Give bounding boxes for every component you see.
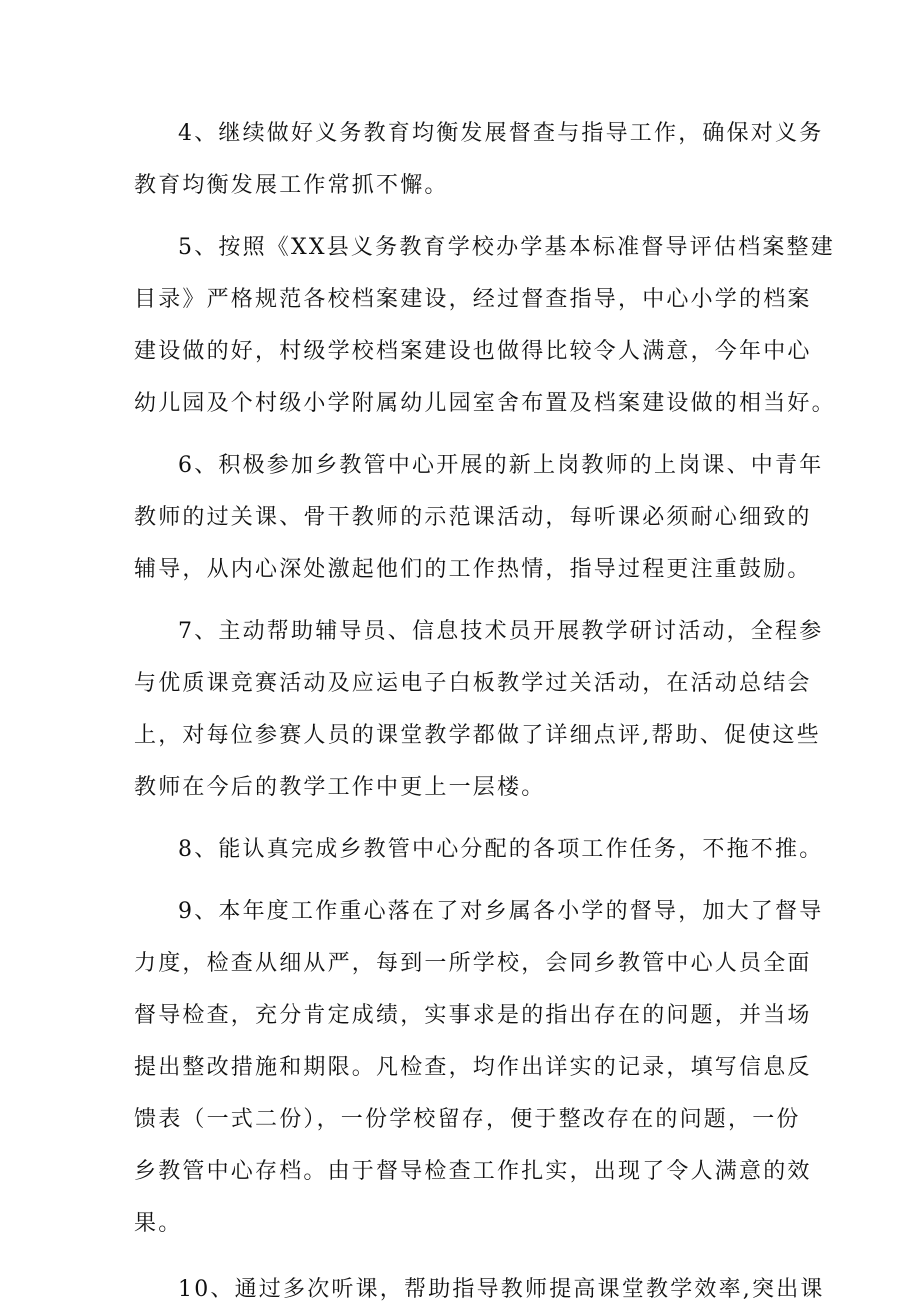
paragraph-10 — [134, 1264, 825, 1316]
paragraph-line: 7、主动帮助辅导员、信息技术员开展教学研讨活动，全程参 — [178, 619, 824, 644]
paragraph-line: 6、积极参加乡教管中心开展的新上岗教师的上岗课、中青年 — [178, 453, 824, 478]
paragraph-line: 9、本年度工作重心落在了对乡属各小学的督导，加大了督导 — [178, 899, 824, 924]
paragraph-line: 目录》严格规范各校档案建设，经过督查指导，中心小学的档案 — [134, 287, 812, 312]
paragraph-line: 督导检查，充分肯定成绩，实事求是的指出存在的问题，并当场 — [134, 1003, 812, 1028]
paragraph-line: 8、能认真完成乡教管中心分配的各项工作任务，不拖不推。 — [178, 837, 824, 862]
document-body — [134, 108, 836, 1316]
paragraph-line: 果。 — [134, 1211, 183, 1236]
paragraph-line: 教育均衡发展工作常抓不懈。 — [134, 173, 449, 198]
paragraph-line: 与优质课竞赛活动及应运电子白板教学过关活动，在活动总结会 — [134, 671, 812, 696]
paragraph-line: 力度，检查从细从严，每到一所学校，会同乡教管中心人员全面 — [134, 951, 812, 976]
paragraph-line: 辅导，从内心深处激起他们的工作热情，指导过程更注重鼓励。 — [134, 557, 812, 582]
paragraph-line: 乡教管中心存档。由于督导检查工作扎实，出现了令人满意的效 — [134, 1159, 812, 1184]
paragraph-7 — [134, 606, 824, 814]
paragraph-9 — [134, 886, 824, 1250]
paragraph-line: 提出整改措施和期限。凡检查，均作出详实的记录，填写信息反 — [134, 1055, 812, 1080]
paragraph-line: 上，对每位参赛人员的课堂教学都做了详细点评,帮助、促使这些 — [134, 723, 821, 748]
paragraph-5 — [134, 222, 836, 430]
paragraph-4 — [134, 108, 824, 212]
paragraph-line: 教师在今后的教学工作中更上一层楼。 — [134, 775, 546, 800]
paragraph-line: 建设做的好，村级学校档案建设也做得比较令人满意，今年中心 — [134, 339, 812, 364]
paragraph-6 — [134, 440, 824, 596]
paragraph-line: 教师的过关课、骨干教师的示范课活动，每听课必须耐心细致的 — [134, 505, 812, 530]
paragraph-line: 幼儿园及个村级小学附属幼儿园室舍布置及档案建设做的相当好。 — [134, 391, 836, 416]
paragraph-line: 4、继续做好义务教育均衡发展督查与指导工作，确保对义务 — [178, 121, 824, 146]
paragraph-line: 10、通过多次听课，帮助指导教师提高课堂教学效率,突出课 — [178, 1277, 825, 1302]
paragraph-line: 馈表（一式二份），一份学校留存，便于整改存在的问题，一份 — [134, 1107, 801, 1132]
paragraph-line: 5、按照《XX县义务教育学校办学基本标准督导评估档案整建 — [178, 235, 835, 260]
paragraph-8 — [134, 824, 824, 876]
